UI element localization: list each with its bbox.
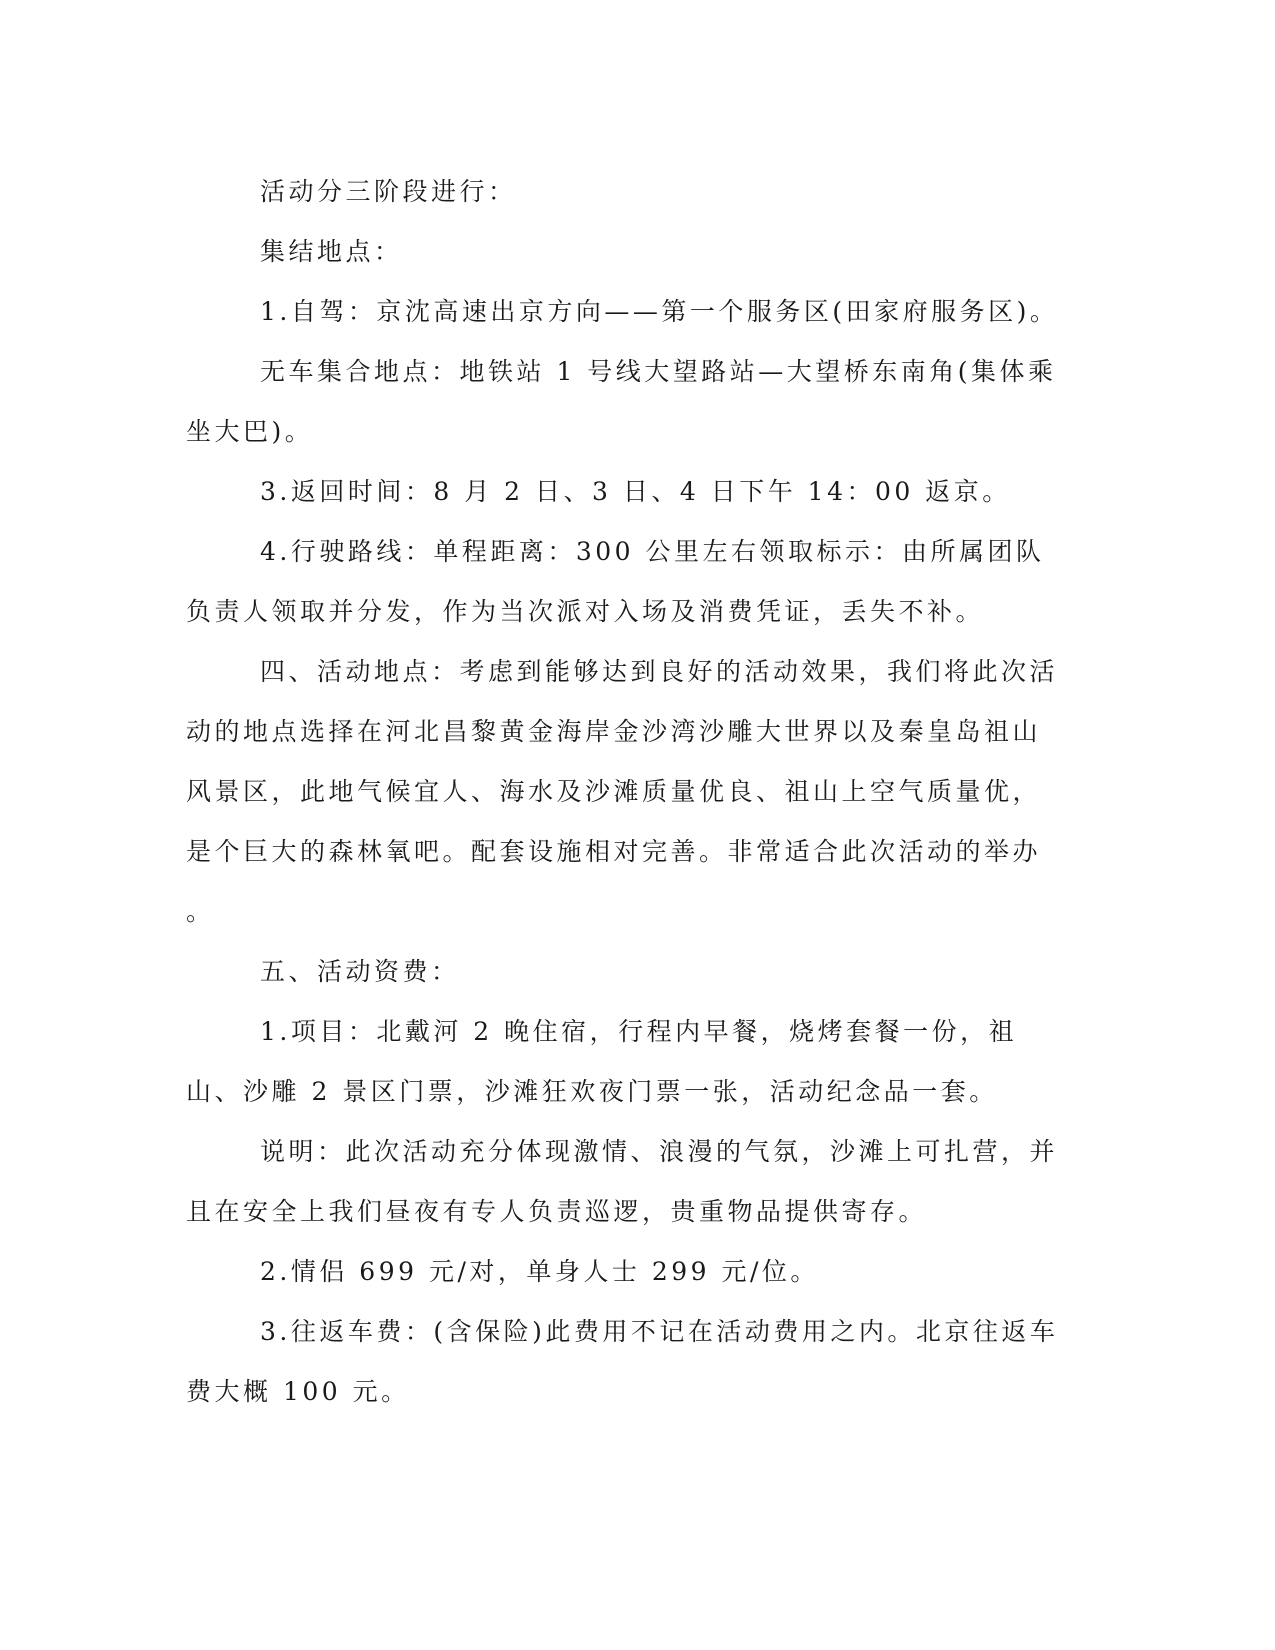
paragraph-return-time: 3.返回时间：8 月 2 日、3 日、4 日下午 14：00 返京。	[260, 477, 1011, 506]
paragraph-fee-note: 说明：此次活动充分体现激情、浪漫的气氛，沙滩上可扎营，并且在安全上我们昼夜有专人负责巡逻，贵重物品提供寄存。	[186, 1137, 1059, 1226]
paragraph-fees-heading: 五、活动资费：	[260, 957, 460, 986]
paragraph-location-period: 。	[186, 897, 215, 926]
paragraph-pricing: 2.情侣 699 元/对，单身人士 299 元/位。	[260, 1257, 819, 1286]
document-body	[186, 162, 1066, 1422]
paragraph-no-car-meeting: 无车集合地点：地铁站 1 号线大望路站—大望桥东南角(集体乘坐大巴)。	[186, 357, 1057, 446]
paragraph-fee-items: 1.项目：北戴河 2 晚住宿，行程内早餐，烧烤套餐一份，祖山、沙雕 2 景区门票，沙滩狂欢夜门票一张，活动纪念品一套。	[186, 1017, 1018, 1106]
paragraph-stages-intro: 活动分三阶段进行：	[260, 177, 517, 206]
paragraph-transport-fee: 3.往返车费：(含保险)此费用不记在活动费用之内。北京往返车费大概 100 元。	[186, 1317, 1059, 1406]
paragraph-self-drive: 1.自驾：京沈高速出京方向——第一个服务区(田家府服务区)。	[260, 297, 1059, 326]
paragraph-driving-route: 4.行驶路线：单程距离：300 公里左右领取标示：由所属团队负责人领取并分发，作为当次派对入场及消费凭证，丢失不补。	[186, 537, 1045, 626]
paragraph-activity-location: 四、活动地点：考虑到能够达到良好的活动效果，我们将此次活动的地点选择在河北昌黎黄金海岸金沙湾沙雕大世界以及秦皇岛祖山风景区，此地气候宜人、海水及沙滩质量优良、祖山上空气质量优，是个巨大的森林氧吧。配套设施相对完善。非常适合此次活动的举办	[186, 657, 1059, 866]
paragraph-meeting-point-heading: 集结地点：	[260, 237, 403, 266]
